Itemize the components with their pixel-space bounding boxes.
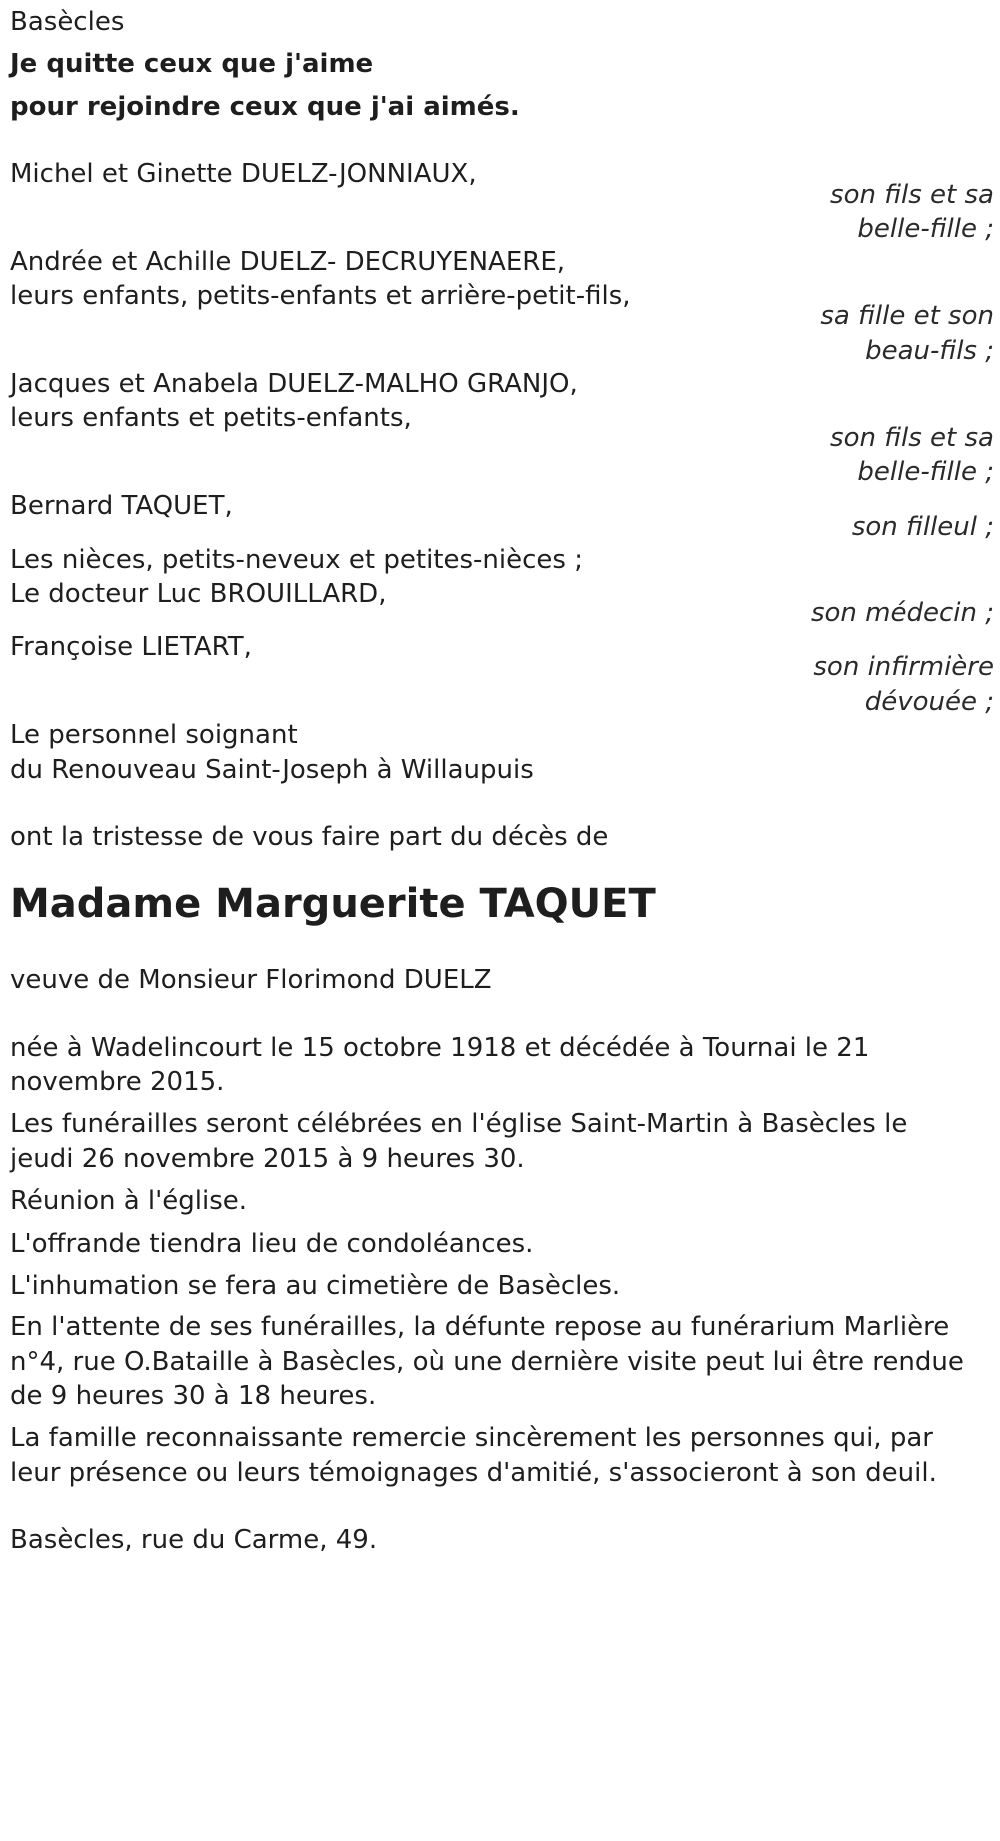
- place-header: Basècles: [10, 7, 125, 37]
- relation-francoise-1: son infirmière: [813, 652, 994, 682]
- relation-jacques-1: son fils et sa: [830, 423, 994, 453]
- family-line-staff-place: du Renouveau Saint-Joseph à Willaupuis: [10, 755, 534, 785]
- family-line-michel: Michel et Ginette DUELZ-JONNIAUX,: [10, 159, 477, 189]
- deceased-name: Madame Marguerite TAQUET: [10, 881, 656, 927]
- thanks-line-2: leur présence ou leurs témoignages d'amitié, s'associeront à son deuil.: [10, 1458, 937, 1488]
- family-line-staff: Le personnel soignant: [10, 720, 298, 750]
- funerarium-line-2: n°4, rue O.Bataille à Basècles, où une dernière visite peut lui être rendue: [10, 1347, 964, 1377]
- family-line-nieces: Les nièces, petits-neveux et petites-nièces ;: [10, 545, 583, 575]
- offering-line: L'offrande tiendra lieu de condoléances.: [10, 1229, 534, 1259]
- family-line-andree: Andrée et Achille DUELZ- DECRUYENAERE,: [10, 247, 566, 277]
- relation-michel-2: belle-fille ;: [857, 214, 994, 244]
- quote-line-1: Je quitte ceux que j'aime: [10, 49, 374, 79]
- widow-of: veuve de Monsieur Florimond DUELZ: [10, 965, 492, 995]
- funerarium-line-1: En l'attente de ses funérailles, la défunte repose au funérarium Marlière: [10, 1312, 950, 1342]
- relation-francoise-2: dévouée ;: [864, 687, 994, 717]
- announcement: ont la tristesse de vous faire part du décès de: [10, 822, 609, 852]
- family-line-bernard: Bernard TAQUET,: [10, 491, 233, 521]
- funerarium-line-3: de 9 heures 30 à 18 heures.: [10, 1381, 377, 1411]
- family-line-jacques: Jacques et Anabela DUELZ-MALHO GRANJO,: [10, 369, 578, 399]
- relation-doctor: son médecin ;: [810, 598, 994, 628]
- address: Basècles, rue du Carme, 49.: [10, 1525, 378, 1555]
- burial-line: L'inhumation se fera au cimetière de Basècles.: [10, 1271, 621, 1301]
- birth-death-line-1: née à Wadelincourt le 15 octobre 1918 et décédée à Tournai le 21: [10, 1033, 870, 1063]
- quote-line-2: pour rejoindre ceux que j'ai aimés.: [10, 92, 520, 122]
- relation-bernard: son filleul ;: [851, 512, 994, 542]
- family-line-jacques-children: leurs enfants et petits-enfants,: [10, 403, 412, 433]
- family-line-francoise: Françoise LIETART,: [10, 632, 252, 662]
- birth-death-line-2: novembre 2015.: [10, 1067, 225, 1097]
- funeral-line-1: Les funérailles seront célébrées en l'église Saint-Martin à Basècles le: [10, 1109, 908, 1139]
- thanks-line-1: La famille reconnaissante remercie sincèrement les personnes qui, par: [10, 1423, 933, 1453]
- relation-andree-2: beau-fils ;: [865, 336, 994, 366]
- funeral-line-2: jeudi 26 novembre 2015 à 9 heures 30.: [10, 1144, 525, 1174]
- family-line-doctor: Le docteur Luc BROUILLARD,: [10, 579, 387, 609]
- meeting-line: Réunion à l'église.: [10, 1186, 248, 1216]
- relation-andree-1: sa fille et son: [820, 301, 994, 331]
- family-line-andree-children: leurs enfants, petits-enfants et arrière-petit-fils,: [10, 281, 631, 311]
- relation-jacques-2: belle-fille ;: [857, 457, 994, 487]
- relation-michel-1: son fils et sa: [830, 180, 994, 210]
